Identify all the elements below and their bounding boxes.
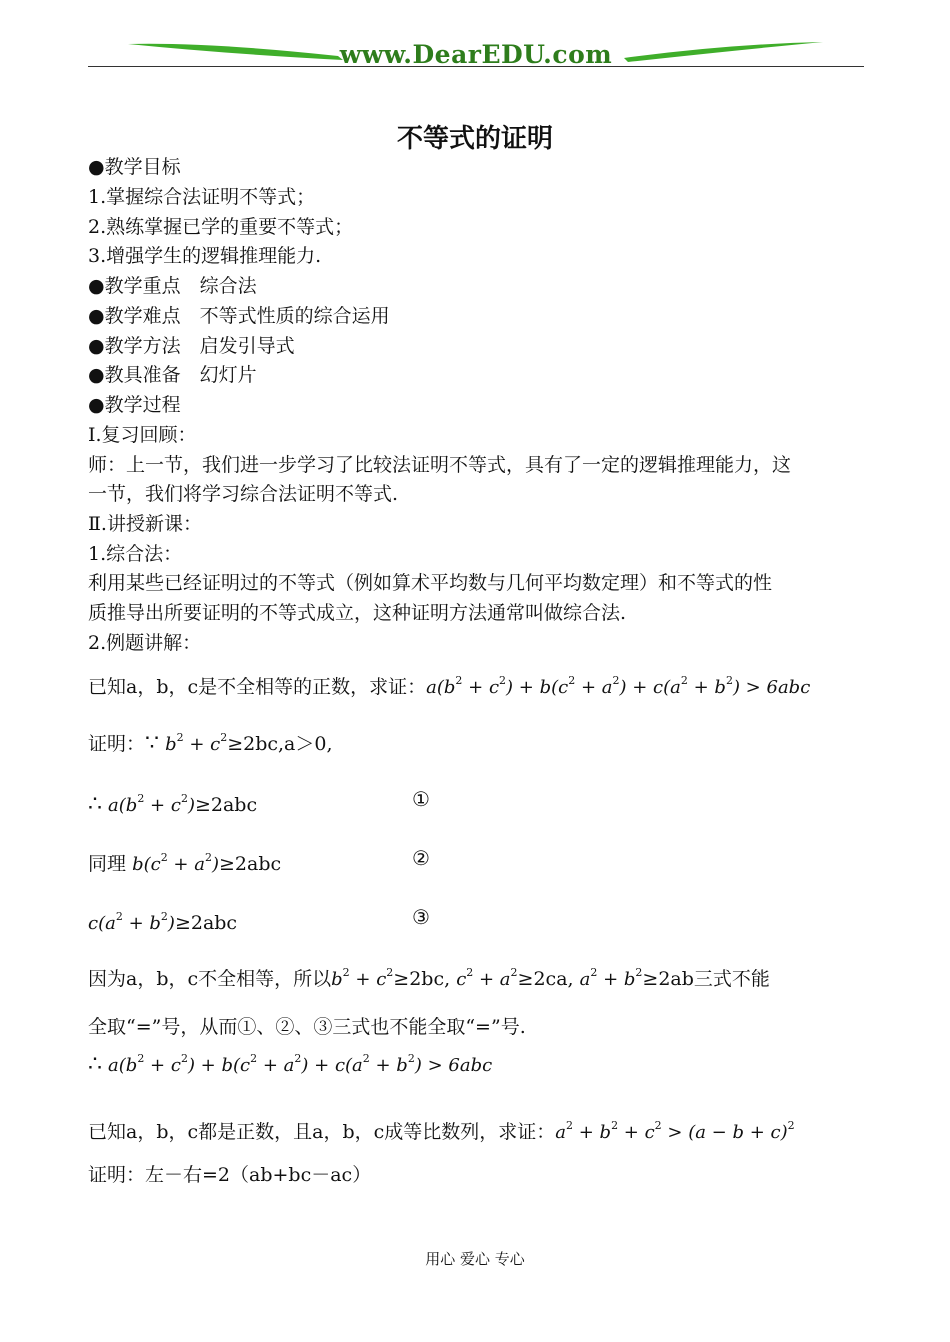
example2-formula: $a^2 + b^2 + c^2 > (a - b + c)^2$ xyxy=(555,1119,795,1143)
proof-label: 证明： xyxy=(88,733,146,755)
marker-1: ① xyxy=(412,787,430,811)
example1-prefix: 已知a，b，c是不全相等的正数，求证： xyxy=(88,676,427,698)
text-line: ●教学目标 xyxy=(88,156,181,178)
header-divider xyxy=(88,66,864,67)
marker-3: ③ xyxy=(412,905,430,929)
because-symbol: ∵ xyxy=(145,731,160,756)
reason-text-b: ≥2bc, xyxy=(393,968,451,990)
because-formula: $b^2 + c^2$ xyxy=(165,731,228,755)
therefore-symbol: ∴ xyxy=(88,1052,102,1077)
text-line: ●教学方法 启发引导式 xyxy=(88,335,295,357)
step2-formula: $b(c^2 + a^2)$ xyxy=(132,851,219,875)
text-line: 师：上一节，我们进一步学习了比较法证明不等式，具有了一定的逻辑推理能力，这 xyxy=(88,454,792,476)
example1-statement xyxy=(88,670,810,699)
step1-formula: $a(b^2 + c^2)$ xyxy=(108,792,195,816)
text-line: ●教学重点 综合法 xyxy=(88,275,257,297)
step1-rest: ≥2abc xyxy=(194,794,258,816)
conclusion-line xyxy=(88,1048,492,1077)
text-line: 质推导出所要证明的不等式成立，这种证明方法通常叫做综合法. xyxy=(88,602,627,624)
example2-prefix: 已知a，b，c都是正数，且a，b，c成等比数列，求证： xyxy=(88,1121,556,1143)
text-line: 1.掌握综合法证明不等式； xyxy=(88,186,316,208)
reason-text-d: ≥2ab三式不能 xyxy=(642,968,770,990)
proof-step-2 xyxy=(88,847,281,876)
example2-statement xyxy=(88,1115,795,1144)
tongli-label: 同理 xyxy=(88,853,127,875)
reason-text-a: 因为a，b，c不全相等，所以 xyxy=(88,968,332,990)
because-rest: ≥2bc,a＞0, xyxy=(227,733,333,755)
reason-formula-3: $a^2 + b^2$ xyxy=(579,966,643,990)
reason-line xyxy=(88,962,770,991)
proof-step-1 xyxy=(88,788,257,817)
page-title: 不等式的证明 xyxy=(396,124,553,154)
text-line: ●教学难点 不等式性质的综合运用 xyxy=(88,305,390,327)
step3-formula: $c(a^2 + b^2)$ xyxy=(88,910,175,934)
text-line: ●教学过程 xyxy=(88,394,181,416)
text-line: 1.综合法： xyxy=(88,543,183,565)
reason-formula-1: $b^2 + c^2$ xyxy=(331,966,394,990)
site-logo[interactable]: www.DearEDU.com xyxy=(339,40,613,69)
reason-line-2: 全取“=”号，从而①、②、③三式也不能全取“=”号. xyxy=(88,1016,526,1038)
text-line: Ⅱ.讲授新课： xyxy=(88,513,202,535)
example2-proof: 证明：左－右=2（ab+bc－ac） xyxy=(88,1164,372,1186)
proof-step-3 xyxy=(88,906,237,935)
example1-formula: $a(b^2 + c^2) + b(c^2 + a^2) + c(a^2 + b^2) > 6abc$ xyxy=(426,674,811,698)
site-header xyxy=(88,36,864,70)
page-footer: 用心 爱心 专心 xyxy=(425,1250,525,1268)
text-line: 3.增强学生的逻辑推理能力. xyxy=(88,245,322,267)
proof-line-because xyxy=(88,727,333,756)
step2-rest: ≥2abc xyxy=(219,853,282,875)
conclusion-formula: $a(b^2 + c^2) + b(c^2 + a^2) + c(a^2 + b^2) > 6abc$ xyxy=(108,1052,493,1076)
step3-rest: ≥2abc xyxy=(174,912,238,934)
text-line: ●教具准备 幻灯片 xyxy=(88,364,257,386)
therefore-symbol: ∴ xyxy=(88,792,102,817)
marker-2: ② xyxy=(412,846,430,870)
text-line: 利用某些已经证明过的不等式（例如算术平均数与几何平均数定理）和不等式的性 xyxy=(88,572,773,594)
reason-formula-2: $c^2 + a^2$ xyxy=(456,966,518,990)
text-line: 2.例题讲解： xyxy=(88,632,202,654)
text-line: 2.熟练掌握已学的重要不等式； xyxy=(88,216,354,238)
text-line: Ⅰ.复习回顾： xyxy=(88,424,197,446)
text-line: 一节，我们将学习综合法证明不等式. xyxy=(88,483,399,505)
reason-text-c: ≥2ca, xyxy=(517,968,574,990)
